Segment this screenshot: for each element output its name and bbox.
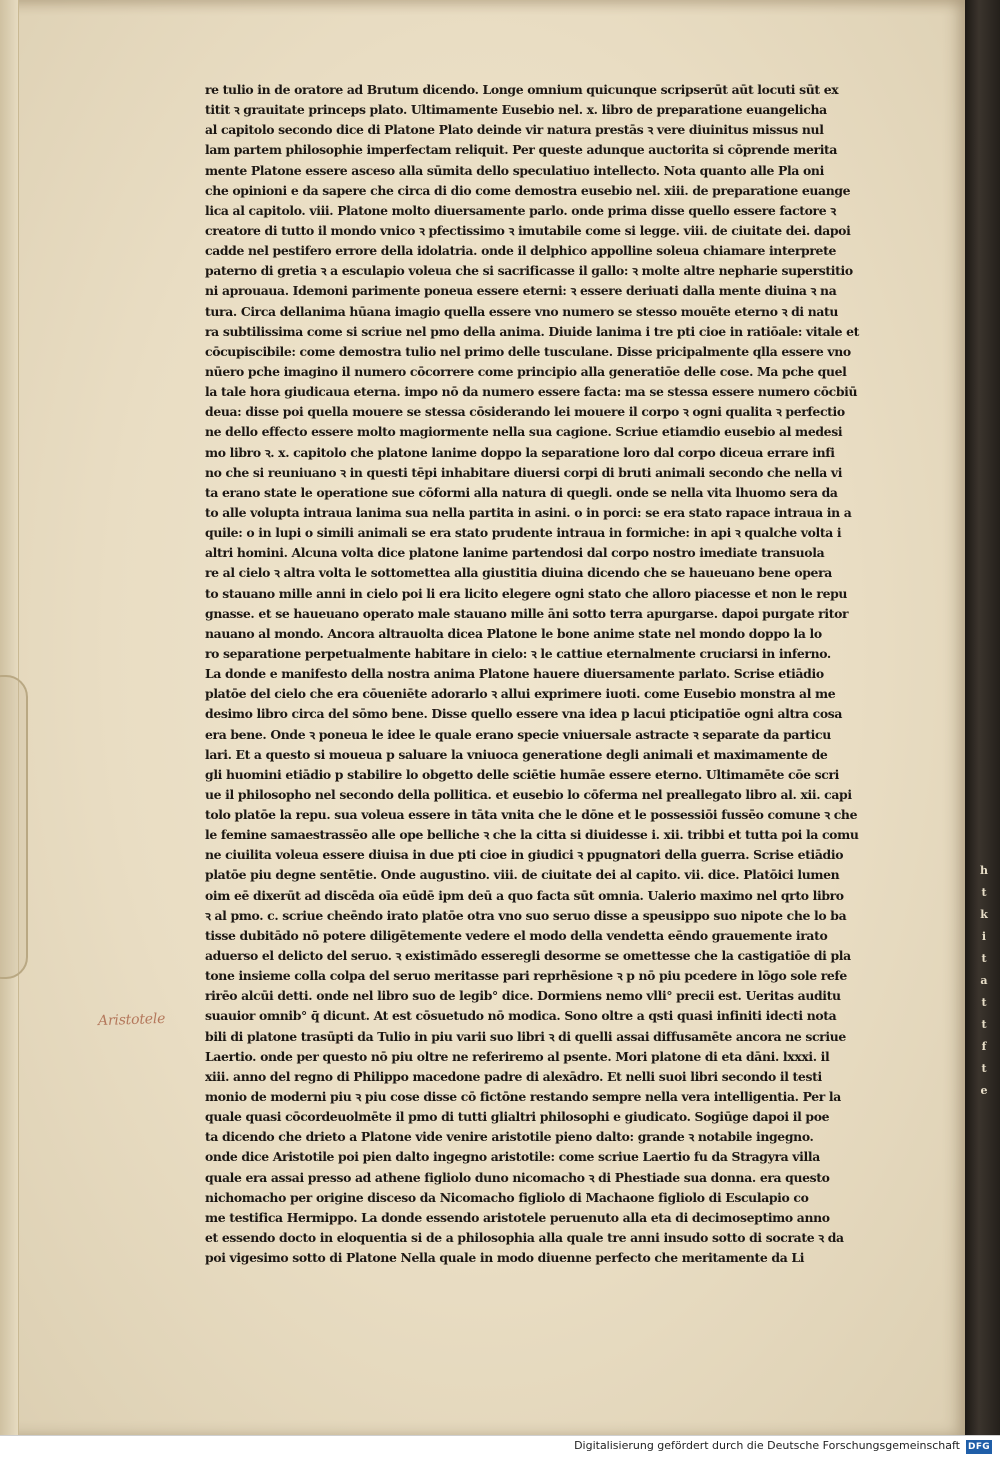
- text-line: to stauano mille anni in cielo poi li era licito elegere ogni stato che alloro piacesse et non le repu: [205, 585, 848, 601]
- facing-page-letter: f: [981, 1040, 987, 1053]
- text-line: gnasse. et se haueuano operato male stauano mille āni sotto terra apurgarse. dapoi purgate ritor: [205, 605, 849, 621]
- text-line: ne dello effecto essere molto magiormente nella sua cagione. Scriue etiamdio eusebio al medesi: [205, 424, 843, 440]
- text-line: poi vigesimo sotto di Platone Nella quale in modo diuenne perfecto che meritamente da Li: [205, 1250, 805, 1266]
- text-line: onde dice Aristotile poi pien dalto ingegno aristotile: come scriue Laertio fu da Stragyra villa: [205, 1149, 820, 1165]
- facing-page-letters: [972, 860, 996, 1102]
- text-line: lam partem philosophie imperfectam reliquit. Per queste adunque auctorita si cōprende merita: [205, 142, 838, 158]
- text-line: lica al capitolo. viii. Platone molto diuersamente parlo. onde prima disse quello essere factore ꝛ: [205, 202, 836, 218]
- facing-page-letter: t: [981, 1062, 987, 1075]
- text-line: to alle volupta intraua lanima sua nella partita in asini. o in porci: se era stato rapace intraua in a: [205, 504, 852, 520]
- text-line: mo libro ꝛ. x. capitolo che platone lanime doppo la separatione loro dal corpo diceua errare infi: [205, 444, 835, 460]
- text-line: al capitolo secondo dice di Platone Plato deinde vir natura prestās ꝛ vere diuinitus missus nul: [205, 122, 824, 138]
- footer-bar: [0, 1435, 1000, 1458]
- text-line: nauano al mondo. Ancora altrauolta dicea Platone le bone anime state nel mondo doppo la lo: [205, 625, 822, 641]
- text-line: ta dicendo che drieto a Platone vide venire aristotile pieno dalto: grande ꝛ notabile ingegno.: [205, 1129, 814, 1145]
- text-line: rirēo alcūi detti. onde nel libro suo de legib° dice. Dormiens nemo vlli° precii est. Ueritas auditu: [205, 988, 841, 1004]
- funding-credit: Digitalisierung gefördert durch die Deutsche Forschungsgemeinschaft: [574, 1439, 960, 1452]
- text-line: ne ciuilita voleua essere diuisa in due pti cioe in giudici ꝛ ppugnatori della guerra. Scrise etiādio: [205, 847, 844, 863]
- text-line: altri homini. Alcuna volta dice platone lanime partendosi dal corpo nostro imediate transuola: [205, 545, 825, 561]
- text-line: ro separatione perpetualmente habitare in cielo: ꝛ le cattiue eternalmente cruciarsi in inferno.: [205, 645, 831, 661]
- text-line: paterno di gretia ꝛ a esculapio voleua che si sacrificasse il gallo: ꝛ molte altre nepharie superstitio: [205, 263, 853, 279]
- text-line: monio de moderni piu ꝛ piu cose disse cō fictōne restando sempre nella vera intelligentia. Per la: [205, 1089, 841, 1105]
- text-line: quale era assai presso ad athene figliolo duno nicomacho ꝛ di Phestiade sua donna. era questo: [205, 1169, 830, 1185]
- text-line: nichomacho per origine disceso da Nicomacho figliolo di Machaone figliolo di Esculapio co: [205, 1189, 809, 1205]
- dfg-logo: DFG: [966, 1440, 992, 1454]
- text-line: platōe piu degne sentētie. Onde augustino. viii. de ciuitate dei al capito. vii. dice. Platōici lumen: [205, 867, 840, 883]
- text-line: deua: disse poi quella mouere se stessa cōsiderando lei mouere il corpo ꝛ ogni qualita ꝛ perfectio: [205, 404, 845, 420]
- text-line: tisse dubitādo nō potere diligētemente vedere el modo della vendetta eēndo grauemente irato: [205, 927, 828, 943]
- text-line: et essendo docto in eloquentia si de a philosophia alla quale tre anni insudo sotto di socrate ꝛ da: [205, 1230, 844, 1246]
- text-line: tolo platōe la repu. sua voleua essere in tāta vnita che le dōne et le possessiōi fussēo comune ꝛ che: [205, 807, 858, 823]
- facing-page-edge: [965, 0, 1000, 1435]
- clasp-imprint: [0, 675, 28, 979]
- text-line: re al cielo ꝛ altra volta le sottomettea alla giustitia diuina dicendo che se haueuano bene opera: [205, 565, 832, 581]
- text-line: aduerso el delicto del seruo. ꝛ existimādo esseregli desorme se omettesse che la castigatiōe di pla: [205, 948, 851, 964]
- text-line: oim eē dixerūt ad discēda oīa eūdē ipm deū a quo facta sūt omnia. Ualerio maximo nel qrto libro: [205, 887, 844, 903]
- text-line: tura. Circa dellanima hūana imagio quella essere vno numero se stesso mouēte eterno ꝛ di natu: [205, 303, 839, 319]
- text-line: ta erano state le operatione sue cōformi alla natura di quegli. onde se nella vita lhuomo sera da: [205, 484, 838, 500]
- text-line: ni aprouaua. Idemoni parimente poneua essere eterni: ꝛ essere deriuati dalla mente diuina ꝛ na: [205, 283, 837, 299]
- facing-page-letter: t: [981, 886, 987, 899]
- text-line: ue il philosopho nel secondo della pollitica. et eusebio lo cōferma nel preallegato libro al. xii. capi: [205, 786, 852, 802]
- text-line: La donde e manifesto della nostra anima Platone hauere diuersamente parlato. Scrise etiādio: [205, 666, 824, 682]
- facing-page-letter: e: [980, 1084, 988, 1097]
- text-line: gli huomini etiādio p stabilire lo obgetto delle sciētie humāe essere eterno. Ultimamēte cōe scri: [205, 766, 840, 782]
- margin-annotation: Aristotele: [97, 1010, 166, 1030]
- text-line: quile: o in lupi o simili animali se era stato prudente intraua in formiche: in api ꝛ qualche volta i: [205, 525, 842, 541]
- text-line: mente Platone essere asceso alla sūmita dello speculatiuo intellecto. Nota quanto alle Pla oni: [205, 162, 824, 178]
- text-line: tone insieme colla colpa del seruo meritasse pari reprhēsione ꝛ p nō piu pcedere in lōgo sole refe: [205, 968, 847, 984]
- text-line: no che si reuniuano ꝛ in questi tēpi inhabitare diuersi corpi di bruti animali secondo che nella vi: [205, 464, 843, 480]
- text-line: titit ꝛ grauitate princeps plato. Ultimamente Eusebio nel. x. libro de preparatione euangelicha: [205, 102, 827, 118]
- text-line: me testifica Hermippo. La donde essendo aristotele peruenuto alla eta di decimoseptimo anno: [205, 1209, 830, 1225]
- text-line: cadde nel pestifero errore della idolatria. onde il delphico appolline soleua chiamare interprete: [205, 243, 836, 259]
- facing-page-letter: t: [981, 996, 987, 1009]
- text-line: la tale hora giudicaua eterna. impo nō da numero essere facta: ma se stessa essere numero cōcbiū: [205, 384, 858, 400]
- text-line: cōcupiscibile: come demostra tulio nel primo delle tusculane. Disse pricipalmente qlla essere vno: [205, 343, 851, 359]
- text-line: lari. Et a questo si moueua p saluare la vniuoca generatione degli animali et maximamente de: [205, 746, 828, 762]
- text-line: quale quasi cōcordeuolmēte il pmo di tutti glialtri philosophi e giudicato. Sogiūge dapoi il poe: [205, 1109, 830, 1125]
- facing-page-letter: t: [981, 1018, 987, 1031]
- text-block: [205, 80, 905, 1268]
- facing-page-letter: a: [980, 974, 988, 987]
- text-line: nūero pche imagino il numero cōcorrere come principio alla generatiōe delle cose. Ma pche quel: [205, 363, 847, 379]
- text-line: re tulio in de oratore ad Brutum dicendo. Longe omnium quicunque scripserūt aūt locuti sūt ex: [205, 82, 839, 97]
- text-line: bili di platone trasūpti da Tulio in piu varii suo libri ꝛ di quelli assai diffusamēte ancora ne scriue: [205, 1028, 846, 1044]
- text-line: ra subtilissima come si scriue nel pmo della anima. Diuide lanima i tre pti cioe in ratiōale: vitale et: [205, 323, 860, 339]
- facing-page-letter: t: [981, 952, 987, 965]
- text-line: platōe del cielo che era cōueniēte adorarlo ꝛ allui exprimere iuoti. come Eusebio monstra al me: [205, 686, 836, 702]
- text-line: desimo libro circa del sōmo bene. Disse quello essere vna idea p lacui pticipatiōe ogni altra cosa: [205, 706, 843, 722]
- text-line: Laertio. onde per questo nō piu oltre ne referiremo al psente. Mori platone di eta dāni. lxxxi. il: [205, 1048, 830, 1064]
- text-line: che opinioni e da sapere che circa di dio come demostra eusebio nel. xiii. de preparatione euange: [205, 182, 851, 198]
- text-line: suauior omnib° q̄ dicunt. At est cōsuetudo nō modica. Sono oltre a qsti quasi infiniti idecti nota: [205, 1008, 837, 1024]
- facing-page-letter: i: [981, 930, 987, 943]
- text-line: ꝛ al pmo. c. scriue cheēndo irato platōe otra vno suo seruo disse a speusippo suo nipote che lo ba: [205, 907, 847, 923]
- text-line: le femine samaestrassēo alle ope belliche ꝛ che la citta si diuidesse i. xii. tribbi et tutta poi la comu: [205, 827, 859, 843]
- facing-page-letter: h: [980, 864, 988, 877]
- text-line: xiii. anno del regno di Philippo macedone padre di alexādro. Et nelli suoi libri secondo il testi: [205, 1068, 822, 1084]
- facing-page-letter: k: [980, 908, 988, 921]
- text-line: era bene. Onde ꝛ poneua le idee le quale erano specie vniuersale astracte ꝛ separate da particu: [205, 726, 831, 742]
- text-line: creatore di tutto il mondo vnico ꝛ pfectissimo ꝛ imutabile come si legge. viii. de ciuitate dei. dapoi: [205, 222, 851, 238]
